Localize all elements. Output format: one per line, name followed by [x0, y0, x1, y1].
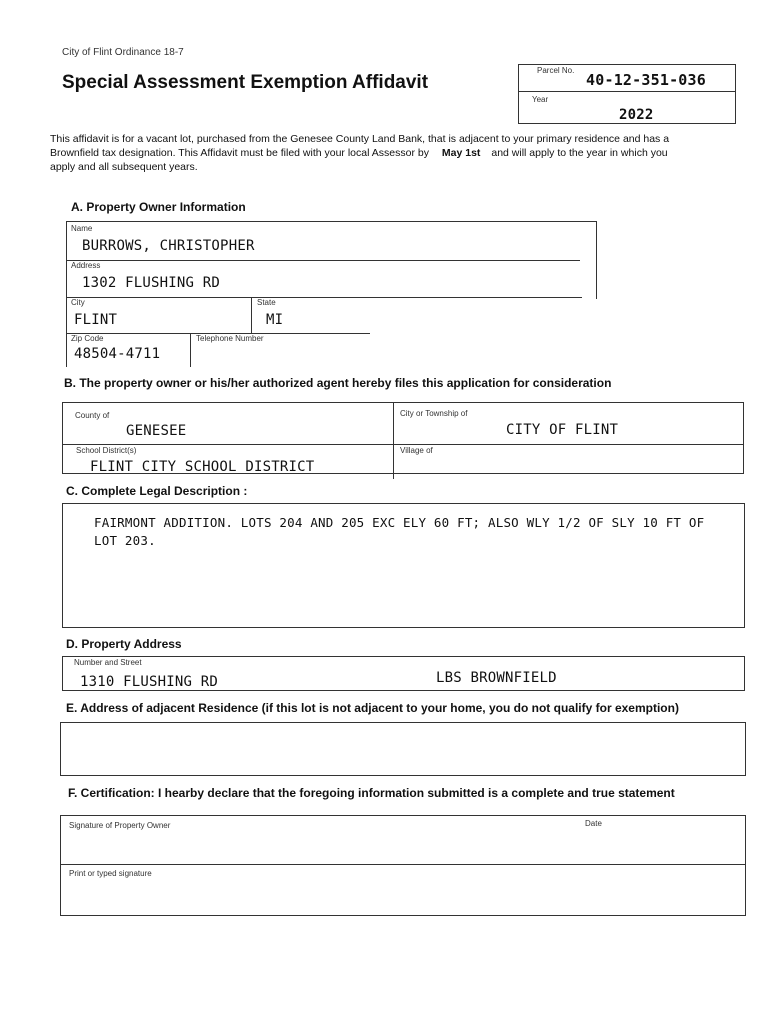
- phone-label: Telephone Number: [196, 334, 264, 343]
- village-label: Village of: [400, 446, 433, 455]
- legal-description-line-1: FAIRMONT ADDITION. LOTS 204 AND 205 EXC ELY 60 FT; ALSO WLY 1/2 OF SLY 10 FT OF: [94, 515, 705, 530]
- county-label: County of: [75, 411, 110, 420]
- owner-name-field[interactable]: BURROWS, CHRISTOPHER: [82, 238, 255, 254]
- certification-box: [60, 815, 746, 916]
- intro-line-3: apply and all subsequent years.: [50, 161, 198, 173]
- year-value[interactable]: 2022: [619, 107, 654, 123]
- state-label: State: [257, 298, 276, 307]
- city-label: City: [71, 298, 85, 307]
- section-e-heading: E. Address of adjacent Residence (if this lot is not adjacent to your home, you do not qualify for exemption): [66, 701, 679, 715]
- section-f-heading: F. Certification: I hearby declare that the foregoing information submitted is a complete and true statement: [68, 786, 675, 800]
- legal-description-line-2: LOT 203.: [94, 533, 156, 548]
- parcel-number[interactable]: 40-12-351-036: [586, 71, 706, 89]
- county-field[interactable]: GENESEE: [126, 423, 187, 439]
- section-d-heading: D. Property Address: [66, 637, 182, 651]
- signature-label: Signature of Property Owner: [69, 821, 171, 830]
- owner-zip-field[interactable]: 48504-4711: [74, 346, 161, 362]
- legal-description-box[interactable]: [62, 503, 745, 628]
- parcel-box: [518, 64, 736, 124]
- date-field[interactable]: [581, 832, 731, 862]
- year-label: Year: [532, 95, 549, 104]
- owner-city-field[interactable]: FLINT: [74, 312, 118, 328]
- property-address-box: [62, 656, 745, 691]
- city-township-field[interactable]: CITY OF FLINT: [506, 422, 619, 438]
- intro-line-2b: and will apply to the year in which you: [491, 147, 668, 159]
- signature-field[interactable]: [65, 832, 565, 862]
- page-title: Special Assessment Exemption Affidavit: [62, 72, 429, 93]
- intro-line-2: [50, 146, 740, 160]
- school-district-label: School District(s): [76, 446, 137, 455]
- section-a-heading: A. Property Owner Information: [71, 200, 246, 214]
- section-c-heading: C. Complete Legal Description :: [66, 484, 248, 498]
- intro-line-1: This affidavit is for a vacant lot, purchased from the Genesee County Land Bank, that is adjacent to your primary residence and has a: [50, 133, 670, 145]
- print-signature-label: Print or typed signature: [69, 869, 152, 878]
- ordinance-text: City of Flint Ordinance 18-7: [62, 47, 184, 58]
- adjacent-residence-box[interactable]: [60, 722, 746, 776]
- parcel-label: Parcel No.: [537, 66, 575, 75]
- name-label: Name: [71, 224, 93, 233]
- owner-state-field[interactable]: MI: [266, 312, 284, 328]
- date-label: Date: [585, 819, 602, 828]
- owner-address-field[interactable]: 1302 FLUSHING RD: [82, 275, 221, 291]
- street-label: Number and Street: [74, 658, 142, 667]
- city-township-label: City or Township of: [400, 409, 468, 418]
- zip-label: Zip Code: [71, 334, 104, 343]
- property-street-field[interactable]: 1310 FLUSHING RD: [80, 674, 219, 690]
- brownfield-note[interactable]: LBS BROWNFIELD: [436, 670, 557, 686]
- deadline-text: May 1st: [441, 147, 481, 159]
- school-district-field[interactable]: FLINT CITY SCHOOL DISTRICT: [90, 459, 315, 475]
- print-signature-field[interactable]: [65, 880, 735, 912]
- section-b-heading: B. The property owner or his/her authorized agent hereby files this application for consideration: [64, 376, 612, 390]
- intro-line-2a: Brownfield tax designation. This Affidavit must be filed with your local Assessor by: [50, 147, 429, 159]
- address-label: Address: [71, 261, 101, 270]
- intro-paragraph: [50, 132, 740, 174]
